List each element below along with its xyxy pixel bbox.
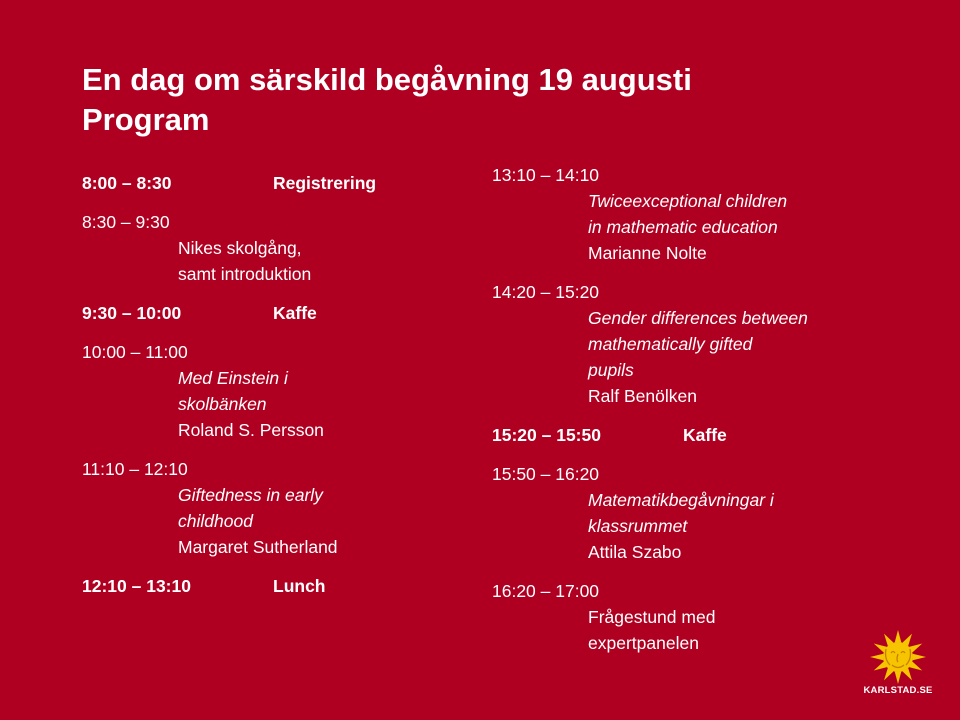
speaker-line: samt introduktion [178,264,312,284]
entry-header [492,279,912,305]
talk-title-line: Giftedness in early [178,485,323,505]
talk-title-line: Twiceexceptional children [588,191,788,211]
schedule-entry [82,209,482,287]
sun-ray [870,654,883,661]
entry-header [82,209,482,235]
logo-text: KARLSTAD.SE [863,685,933,696]
entry-label: Registrering [273,173,377,193]
talk-title-line: Matematikbegåvningar i [588,490,774,510]
entry-time: 15:20 – 15:50 [492,425,601,445]
sun-ray [895,630,902,642]
sun-face-icon [868,628,928,686]
schedule-entry [492,461,912,565]
entry-time: 10:00 – 11:00 [82,342,188,362]
entry-header [492,422,912,448]
schedule-entry [492,578,912,656]
title-line-1: En dag om särskild begåvning 19 augusti [82,62,692,97]
schedule-left-column [82,170,482,612]
talk-title-line: Med Einstein i [178,368,288,388]
entry-time: 9:30 – 10:00 [82,303,182,323]
entry-label: Kaffe [273,303,317,323]
entry-time: 16:20 – 17:00 [492,581,600,601]
schedule-entry [82,456,482,560]
entry-time: 8:00 – 8:30 [82,173,172,193]
entry-details [492,487,912,565]
entry-details [492,604,912,656]
entry-details [82,235,482,287]
sun-ray [895,672,902,684]
speaker-line: Frågestund med [588,607,716,627]
entry-header [82,300,482,326]
talk-title-line: klassrummet [588,516,688,536]
slide-title [82,60,692,140]
entry-header [82,456,482,482]
schedule-entry [82,573,482,599]
speaker-line: Nikes skolgång, [178,238,302,258]
speaker-line: Attila Szabo [588,542,682,562]
schedule-entry [82,170,482,196]
entry-label: Kaffe [683,425,727,445]
entry-time: 12:10 – 13:10 [82,576,191,596]
talk-title-line: childhood [178,511,253,531]
speaker-line: expertpanelen [588,633,699,653]
schedule-entry [492,422,912,448]
entry-header [82,170,482,196]
entry-label: Lunch [273,576,326,596]
entry-header [82,573,482,599]
speaker-line: Marianne Nolte [588,243,707,263]
talk-title-line: mathematically gifted [588,334,753,354]
entry-details [492,188,912,266]
entry-details [492,305,912,409]
talk-title-line: pupils [588,360,634,380]
sun-ray [913,654,926,661]
entry-time: 14:20 – 15:20 [492,282,600,302]
schedule-entry [82,300,482,326]
title-line-2: Program [82,102,210,137]
talk-title-line: Gender differences between [588,308,808,328]
entry-header [492,461,912,487]
speaker-line: Roland S. Persson [178,420,324,440]
schedule-right-column [492,162,912,669]
entry-details [82,482,482,560]
schedule-entry [492,162,912,266]
schedule-entry [492,279,912,409]
speaker-line: Ralf Benölken [588,386,697,406]
entry-time: 8:30 – 9:30 [82,212,170,232]
entry-header [492,162,912,188]
entry-time: 11:10 – 12:10 [82,459,188,479]
entry-time: 15:50 – 16:20 [492,464,600,484]
entry-details [82,365,482,443]
speaker-line: Margaret Sutherland [178,537,338,557]
karlstad-logo [858,628,938,700]
entry-header [82,339,482,365]
entry-header [492,578,912,604]
talk-title-line: in mathematic education [588,217,778,237]
talk-title-line: skolbänken [178,394,267,414]
schedule-entry [82,339,482,443]
entry-time: 13:10 – 14:10 [492,165,600,185]
